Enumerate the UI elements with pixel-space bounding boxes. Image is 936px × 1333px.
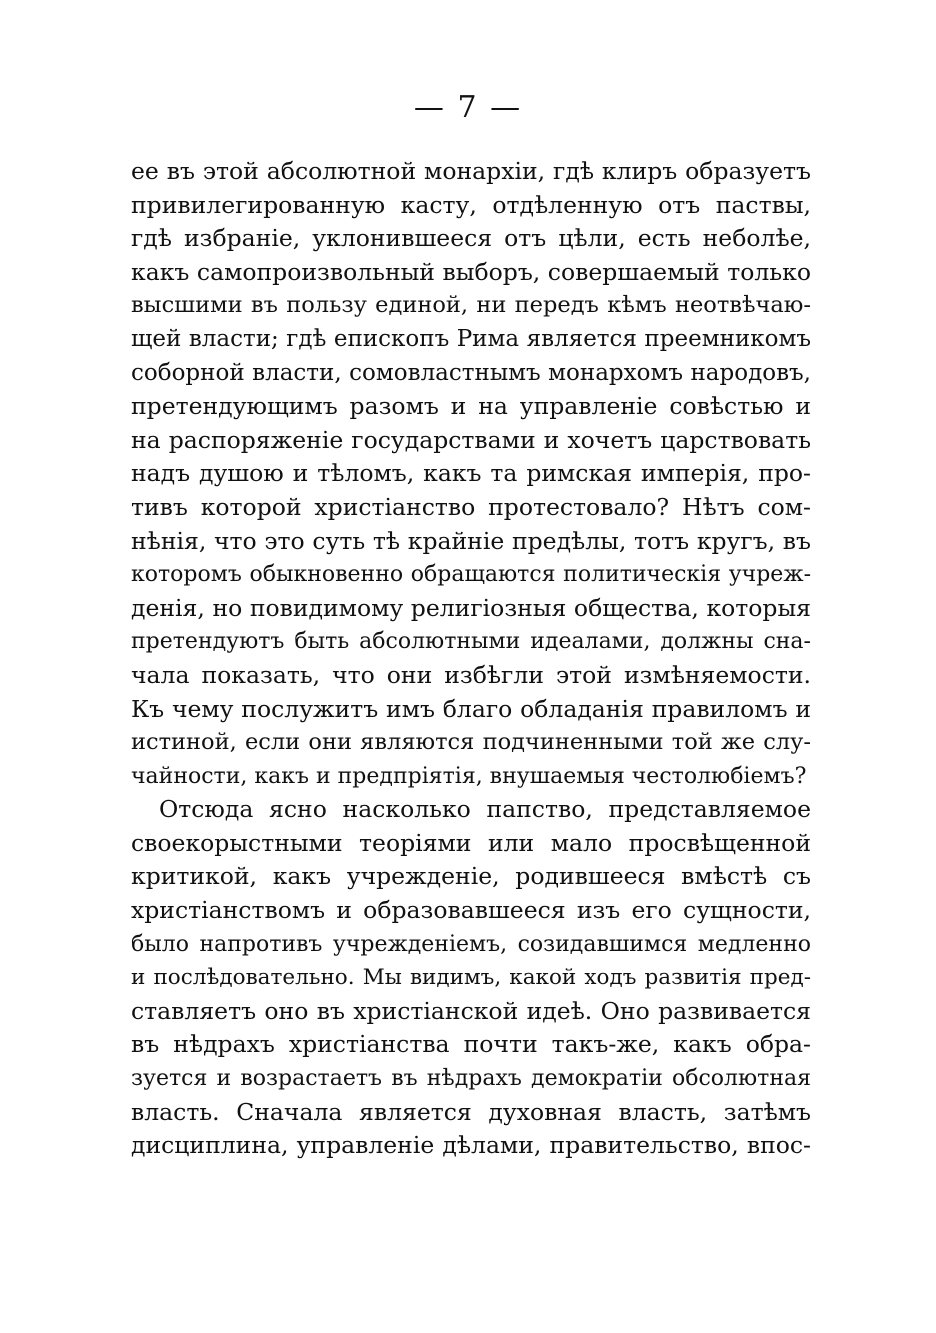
text-line: денія, но повидимому религіозныя общества, которыя bbox=[131, 593, 811, 622]
text-line: ее въ этой абсолютной монархіи, гдѣ клиръ образуетъ bbox=[131, 157, 811, 185]
text-line: критикой, какъ учрежденіе, родившееся вмѣстѣ съ bbox=[131, 862, 811, 891]
text-line: и послѣдовательно. Мы видимъ, какой ходъ развитія пред- bbox=[131, 965, 811, 991]
text-line: христіанствомъ и образовавшееся изъ его сущности, bbox=[131, 896, 811, 925]
text-line: надъ душою и тѣломъ, какъ та римская имперія, про- bbox=[131, 459, 811, 488]
text-line: въ нѣдрахъ христіанства почти такъ-же, какъ обра- bbox=[131, 1030, 811, 1059]
text-line: дисциплина, управленіе дѣлами, правительство, впос- bbox=[131, 1131, 811, 1160]
text-line: привилегированную касту, отдѣленную отъ паствы, bbox=[131, 190, 811, 219]
text-line: на распоряженіе государствами и хочетъ царствовать bbox=[131, 425, 811, 454]
text-line: претендуютъ быть абсолютными идеалами, должны сна- bbox=[131, 629, 811, 655]
text-line: истиной, если они являются подчиненными той же слу- bbox=[131, 729, 811, 756]
text-line: тивъ которой христіанство протестовало? Нѣтъ сом- bbox=[131, 492, 811, 521]
text-line: которомъ обыкновенно обращаются политическія учреж- bbox=[131, 562, 811, 588]
text-line: соборной власти, сомовластнымъ монархомъ народовъ, bbox=[131, 359, 811, 386]
text-line: высшими въ пользу единой, ни передъ кѣмъ неотвѣчаю- bbox=[131, 292, 811, 319]
text-line: какъ самопроизвольный выборъ, совершаемый только bbox=[131, 257, 811, 286]
body-text bbox=[131, 155, 811, 1163]
text-line: щей власти; гдѣ епископъ Рима является преемникомъ bbox=[131, 325, 811, 352]
text-line-paragraph-start: Отсюда ясно насколько папство, представляемое bbox=[159, 795, 811, 824]
text-line: Къ чему послужитъ имъ благо обладанія правиломъ и bbox=[131, 694, 811, 723]
text-line: чайности, какъ и предпріятія, внушаемыя честолюбіемъ? bbox=[131, 763, 807, 789]
text-line: претендующимъ разомъ и на управленіе совѣстью и bbox=[131, 392, 811, 421]
text-line: нѣнія, что это суть тѣ крайніе предѣлы, тотъ кругъ, въ bbox=[131, 526, 811, 555]
text-line: ставляетъ оно въ христіанской идеѣ. Оно развивается bbox=[131, 996, 811, 1025]
page-number: — 7 — bbox=[413, 90, 523, 125]
text-line: своекорыстными теоріями или мало просвѣщенной bbox=[131, 828, 811, 857]
text-line: было напротивъ учрежденіемъ, созидавшимся медленно bbox=[131, 931, 811, 957]
text-line: власть. Сначала является духовная власть, затѣмъ bbox=[131, 1097, 811, 1126]
text-line: гдѣ избраніе, уклонившееся отъ цѣли, есть неболѣе, bbox=[131, 224, 811, 253]
text-line: чала показать, что они избѣгли этой измѣняемости. bbox=[131, 660, 811, 689]
text-line: зуется и возрастаетъ въ нѣдрахъ демократіи обсолютная bbox=[131, 1066, 811, 1092]
